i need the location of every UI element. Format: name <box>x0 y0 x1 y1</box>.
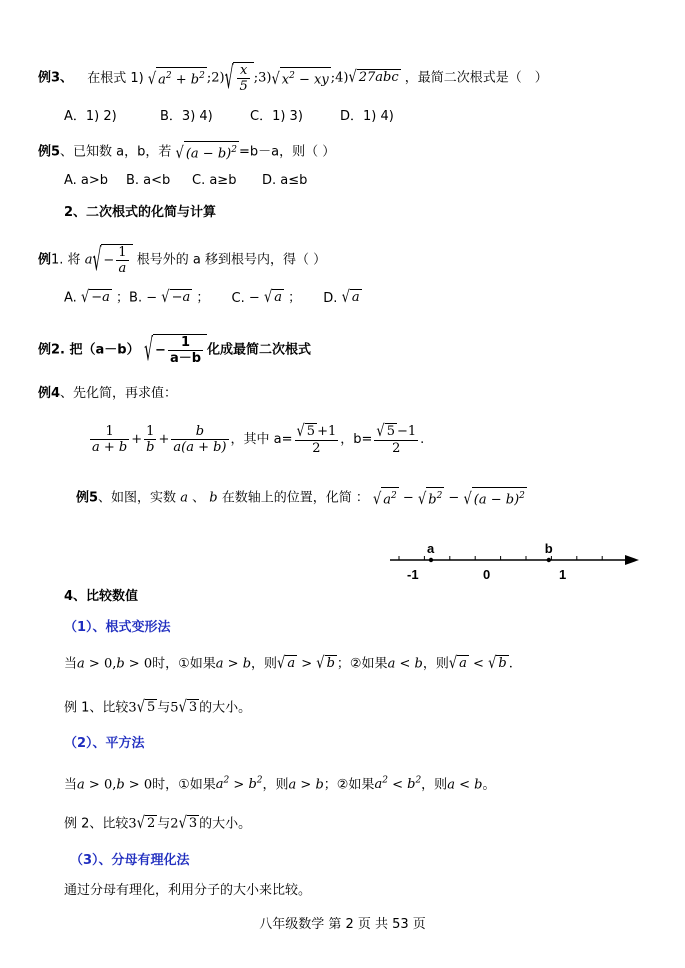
number-line-tick-label: 0 <box>483 567 491 582</box>
method-3-title: （3）、分母有理化法 <box>70 853 190 868</box>
radical-a-minus-b-squared: √ $(a - b)^2$ <box>176 141 239 163</box>
example-1-label: 例 <box>38 252 52 268</box>
radical-neg-1-over-a-minus-b: √ − $\frac{1}{a-b}$ <box>144 334 207 366</box>
example-2-label: 例2 <box>38 342 61 358</box>
option-a: A．1) 2) <box>64 109 117 124</box>
method-1-title: （1）、根式变形法 <box>64 620 171 635</box>
example-3-label: 例3、 <box>38 70 74 86</box>
radical-a2-b2: √ $a^2 + b^2$ <box>148 67 207 89</box>
option-a: A. a>b <box>64 173 109 188</box>
option-c: C. <box>231 290 245 306</box>
example-5b-line: 例5、如图，实数 a 、 b 在数轴上的位置，化简 ： √ $a^2$ − √ $b^2$ − √ $(a - b)^2$ <box>76 487 527 509</box>
option-b: B．3) 4) <box>160 109 213 124</box>
compare-example-1: 例 1、比较3√ 5 与5√ 3 的大小。 <box>64 698 252 717</box>
section-4-title: 4、比较数值 <box>64 589 139 604</box>
example-3-text: 在根式 1) <box>87 70 144 86</box>
number-line-point-label-b: b <box>544 541 553 556</box>
radical-neg-1-over-a: √ − $\frac{1}{a}$ <box>92 244 132 276</box>
example-2-line: 例2. 把（a－b） √ − $\frac{1}{a-b}$ 化成最简二次根式 <box>38 332 312 369</box>
example-1-line: 例1. 将 a√ − $\frac{1}{a}$ 根号外的 a 移到根号内，得（ ） <box>38 242 327 279</box>
number-line-tick-label: 1 <box>559 567 567 582</box>
option-d: D. a≤b <box>262 173 308 188</box>
example-5-label: 例5 <box>38 144 61 160</box>
option-d: D. <box>323 290 338 306</box>
option-b: ；B. <box>116 290 143 306</box>
compare-example-2: 例 2、比较3√ 2 与2√ 3 的大小。 <box>64 814 252 833</box>
example-4-line: 例4、先化简，再求值： <box>38 386 178 401</box>
section-2-title: 2、二次根式的化简与计算 <box>64 205 217 220</box>
example-4-label: 例4 <box>38 386 61 401</box>
option-a: A. <box>64 290 77 306</box>
method-3-text: 通过分母有理化，利用分子的大小来比较。 <box>64 883 312 898</box>
radical-27abc: √ 27abc <box>348 68 399 87</box>
radical-x-over-5: √ $\frac{x}{5}$ <box>225 62 254 94</box>
method-2-title: （2）、平方法 <box>64 736 145 751</box>
example-5b-label: 例5 <box>76 490 99 506</box>
option-b: B. a<b <box>126 173 171 188</box>
option-c: C．1) 3) <box>250 109 303 124</box>
radical-x2-xy: √ $x^2$ − xy <box>272 67 331 89</box>
number-line <box>385 538 645 586</box>
number-line-arrow <box>625 555 639 565</box>
number-line-point-label-a: a <box>427 541 435 556</box>
number-line-tick-label: -1 <box>407 567 419 582</box>
option-d: D．1) 4) <box>340 109 394 124</box>
page-footer: 八年级数学 第 2 页 共 53 页 <box>259 917 426 932</box>
number-line-point-a <box>429 558 433 562</box>
number-line-point-b <box>547 558 551 562</box>
option-c: C. a≥b <box>192 173 237 188</box>
example-1-options: A. √ −a ；B. − √ −a ； C. − √ a ； D. √ a <box>64 288 360 307</box>
method-2-text: 当a > 0,b > 0时，①如果$a^2 > b^2$，则a > b；②如果$a^2 < b^2$，则a < b。 <box>64 776 496 793</box>
method-1-text: 当a > 0,b > 0时，①如果a > b，则√ a > √ b ；②如果a < b，则√ a < √ b . <box>64 654 513 673</box>
example-3-line: 例3、 在根式 1) √ $a^2 + b^2$ ;2)√ $\frac{x}{5}$ ;3)√ $x^2$ − xy ;4)√ 27abc ，最简二次根式是（ ） <box>38 60 548 97</box>
example-5-line: 例5、已知数 a，b，若 √ $(a - b)^2 =b-a$，则（ ） <box>38 141 335 163</box>
example-4-expression: $\frac{1}{a + b}$ + $\frac{1}{b}$ + $\frac{b}{a(a + b)}$ ，其中 a= $\frac{√ 5 +1}{2}$ ，b= $\frac{√ 5 -1}{2}$ . <box>92 422 425 456</box>
